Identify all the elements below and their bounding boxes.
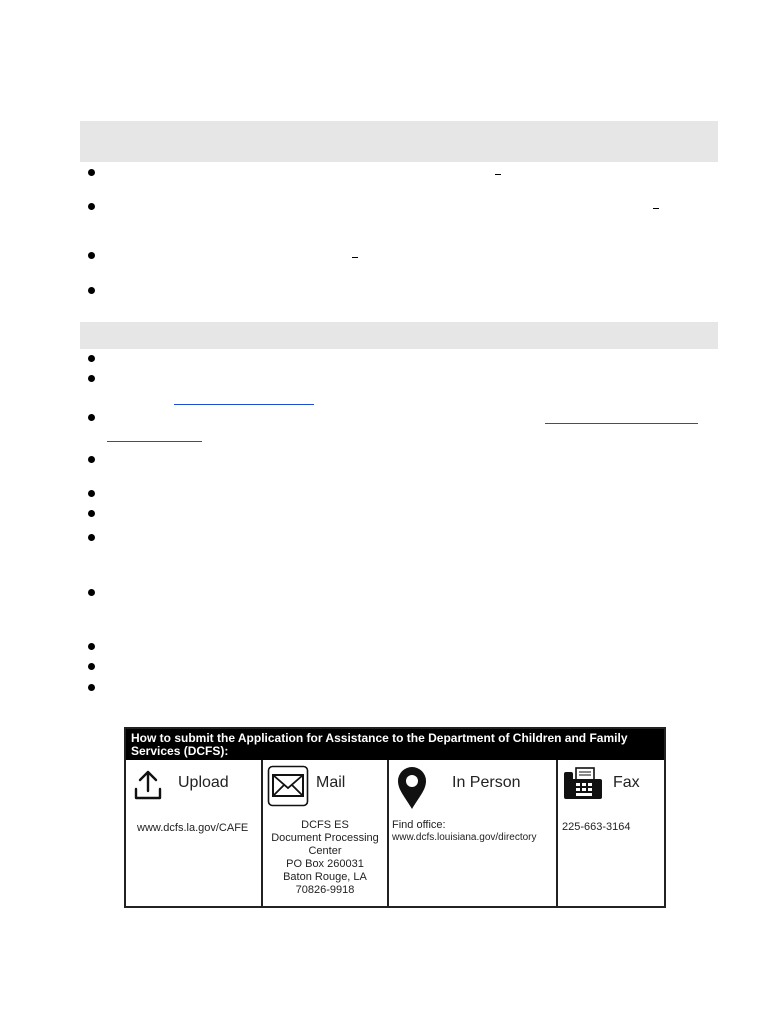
hyperlink-underline[interactable] xyxy=(174,404,314,405)
list-bullet xyxy=(88,169,95,176)
list-bullet xyxy=(88,490,95,497)
upload-url[interactable]: www.dcfs.la.gov/CAFE xyxy=(137,822,249,834)
mail-line: Document Processing xyxy=(271,832,379,844)
fax-number: 225-663-3164 xyxy=(562,821,631,833)
fax-label: Fax xyxy=(613,774,640,791)
mail-line: 70826-9918 xyxy=(295,884,355,896)
dash-mark xyxy=(495,174,501,175)
upload-icon xyxy=(133,769,163,801)
list-bullet xyxy=(88,203,95,210)
list-bullet xyxy=(88,355,95,362)
envelope-icon xyxy=(267,765,309,807)
mail-line: DCFS ES xyxy=(301,819,349,831)
list-bullet xyxy=(88,287,95,294)
fax-column xyxy=(556,760,664,906)
list-bullet xyxy=(88,510,95,517)
mail-address xyxy=(263,819,387,897)
hyperlink-underline[interactable] xyxy=(545,423,698,424)
in-person-column xyxy=(387,760,556,906)
in-person-label: In Person xyxy=(452,774,521,791)
directory-url[interactable]: www.dcfs.louisiana.gov/directory xyxy=(392,832,537,843)
list-bullet xyxy=(88,534,95,541)
mail-line: Center xyxy=(308,845,342,857)
upload-column xyxy=(126,760,261,906)
list-bullet xyxy=(88,375,95,382)
dash-mark xyxy=(653,208,659,209)
mail-column xyxy=(261,760,387,906)
mail-label: Mail xyxy=(316,774,346,791)
submit-header: How to submit the Application for Assistance to the Department of Children and Family Services (DCFS): xyxy=(126,729,664,760)
list-bullet xyxy=(88,663,95,670)
section-header-band xyxy=(80,322,718,349)
submit-options-table xyxy=(124,727,666,908)
list-bullet xyxy=(88,414,95,421)
hyperlink-underline[interactable] xyxy=(107,441,202,442)
dash-mark xyxy=(352,257,358,258)
mail-line: PO Box 260031 xyxy=(286,858,364,870)
list-bullet xyxy=(88,456,95,463)
list-bullet xyxy=(88,252,95,259)
find-office-label: Find office: xyxy=(392,819,446,831)
list-bullet xyxy=(88,684,95,691)
section-header-band xyxy=(80,121,718,162)
list-bullet xyxy=(88,643,95,650)
fax-icon xyxy=(562,766,604,802)
list-bullet xyxy=(88,589,95,596)
map-pin-icon xyxy=(397,766,427,810)
mail-line: Baton Rouge, LA xyxy=(283,871,367,883)
upload-label: Upload xyxy=(178,774,229,791)
